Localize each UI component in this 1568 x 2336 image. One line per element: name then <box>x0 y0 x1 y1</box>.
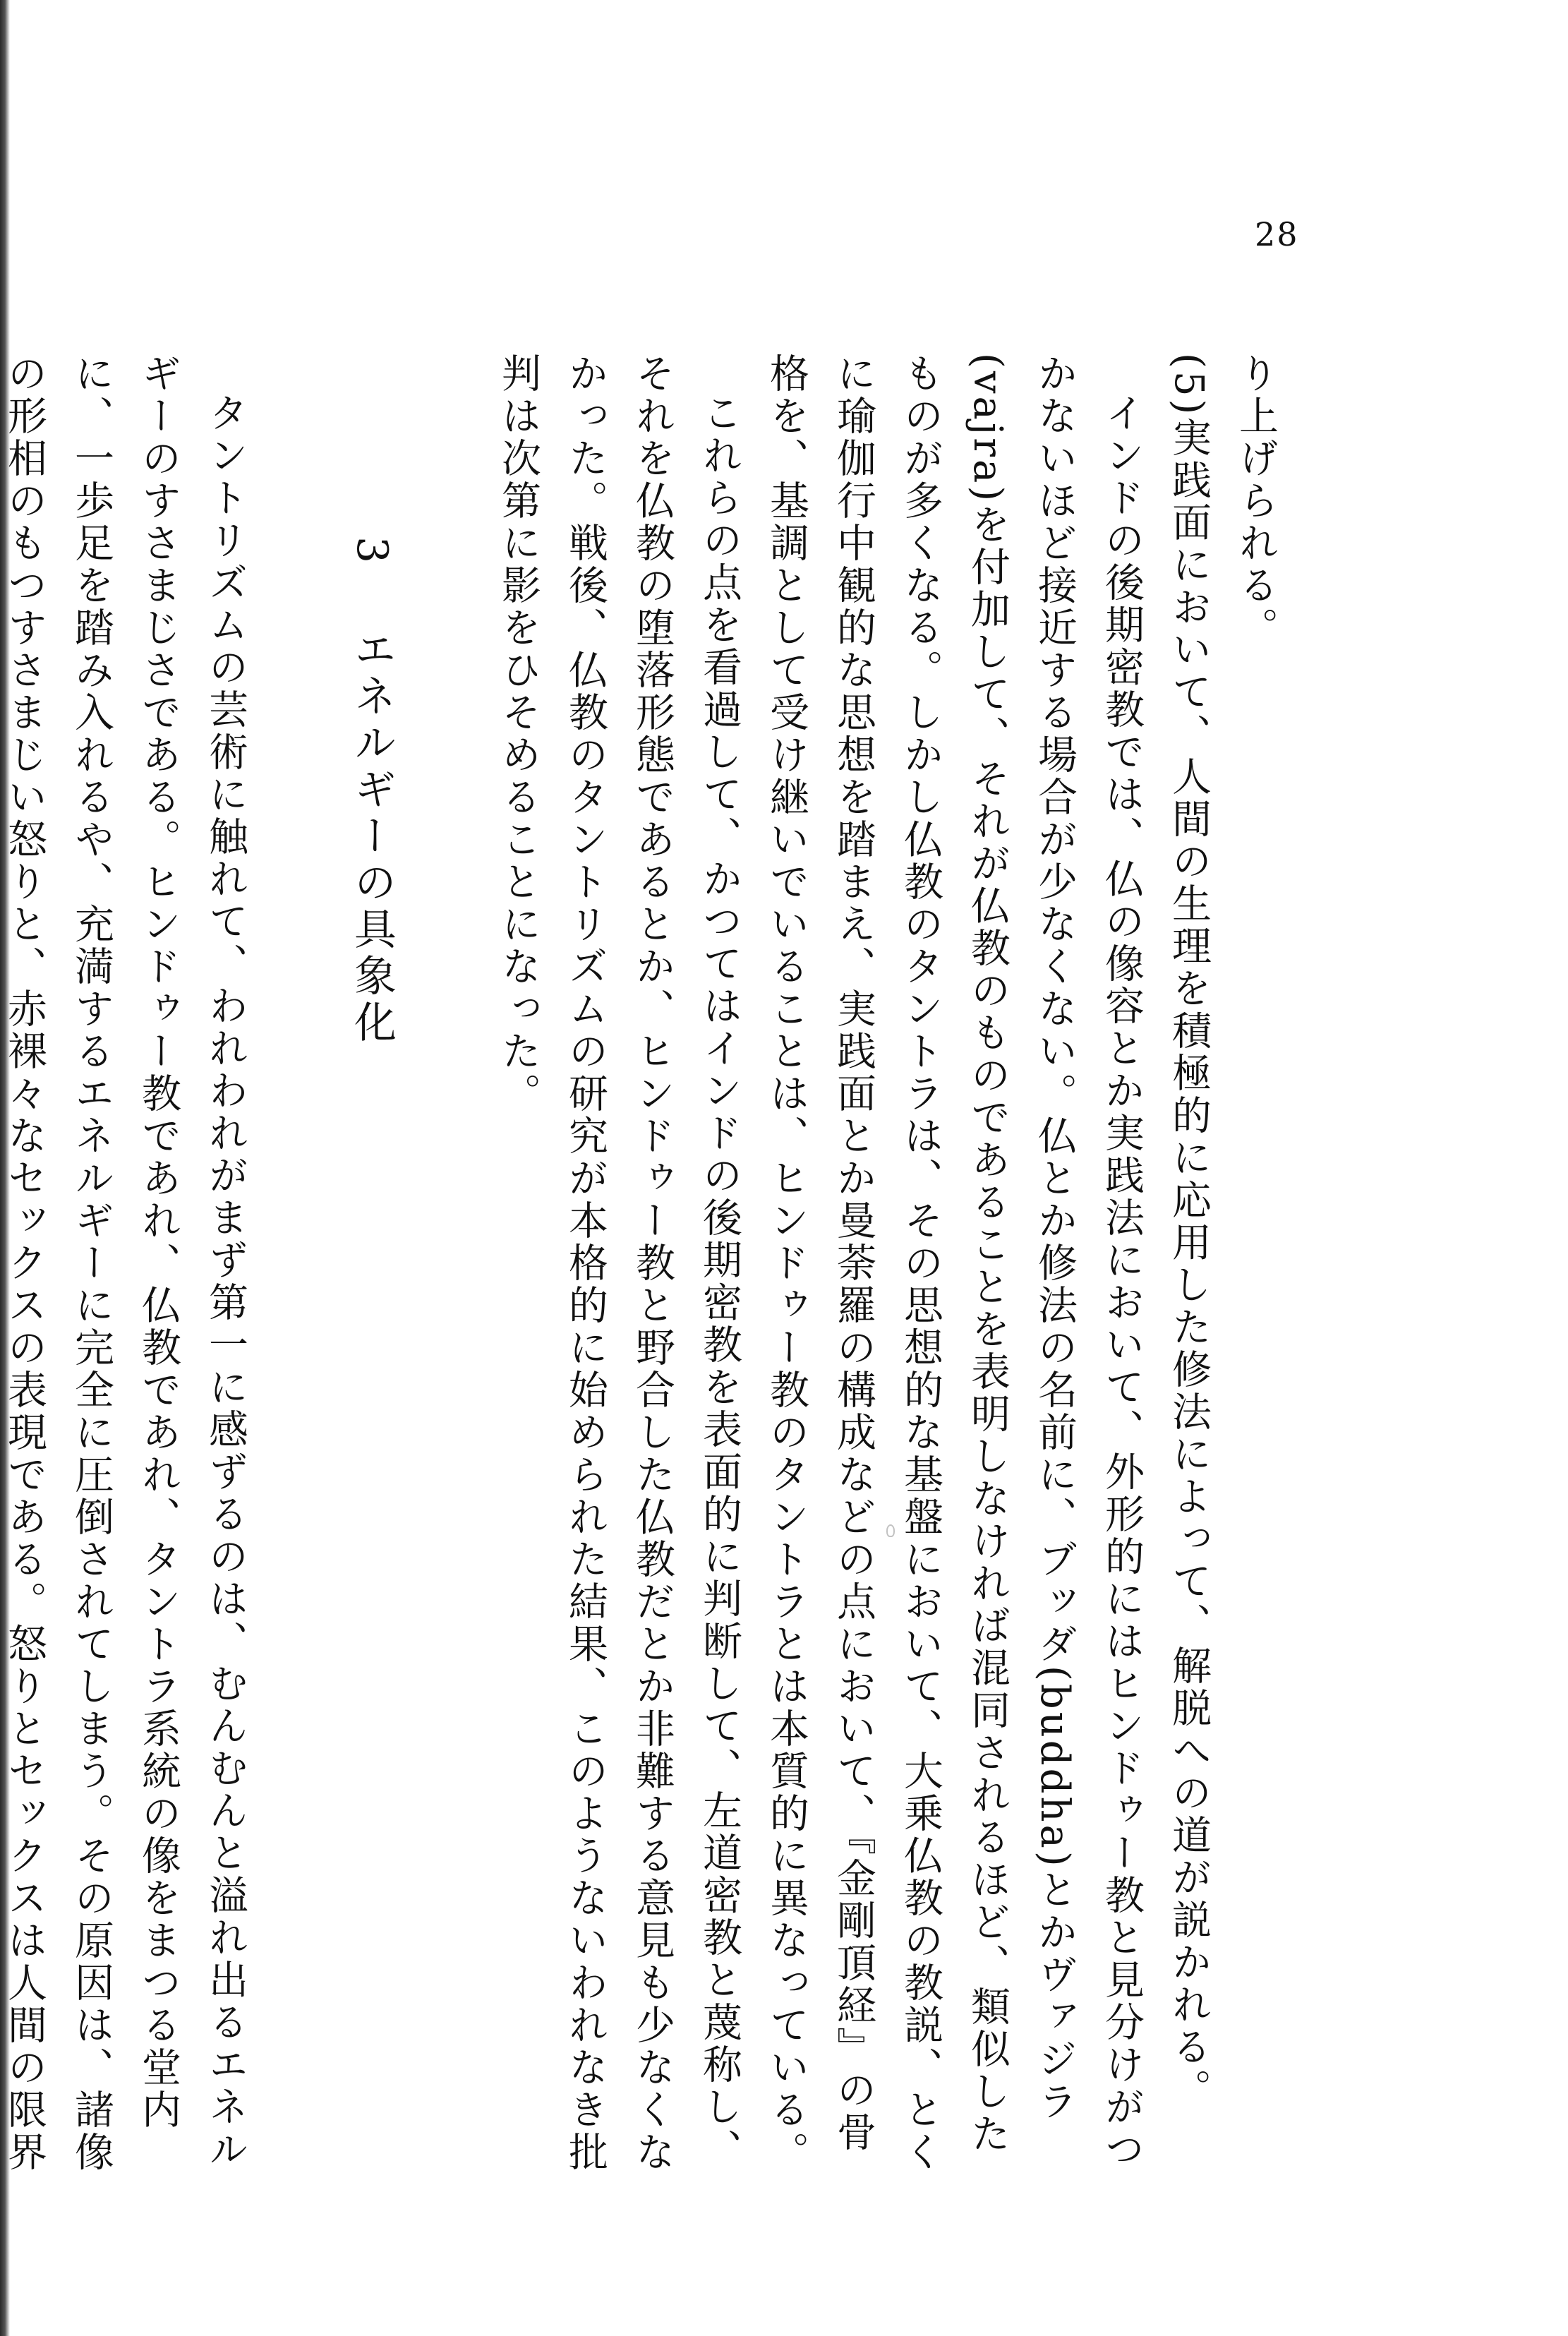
section-heading <box>259 353 485 2195</box>
vertical-text-block <box>0 353 1289 2195</box>
stray-ink-mark <box>886 1524 895 1537</box>
section-title: エネルギーの具象化 <box>347 627 397 1047</box>
paragraph-item-5: (5)実践面において、人間の生理を積極的に応用した修法によって、解脱への道が説かれる。 <box>1166 353 1212 2112</box>
page-number: 28 <box>1255 215 1299 253</box>
paragraph-late-esoteric: インドの後期密教では、仏の像容とか実践法において、外形的にはヒンドゥー教と見分けがつかないほど接近する場合が少なくない。仏とか修法の名前に、ブッダ(buddha)とかヴァジラ(vajra)を付加して、それが仏教のものであることを表明しなければ混同されるほど、類似したものが多くなる。しかし仏教のタントラは、その思想的な基盤において、大乗仏教の教説、とくに瑜伽行中観的な思想を踏まえ、実践面とか曼荼羅の構成などの点において、『金剛頂経』の骨格を、基調として受け継いでいることは、ヒンドゥー教のタントラとは本質的に異なっている。 <box>764 353 1145 2174</box>
paragraph-continuation: り上げられる。 <box>1233 353 1279 649</box>
paragraph-tantric-art: タントリズムの芸術に触れて、われわれがまず第一に感ずるのは、むんむんと溢れ出るエネルギーのすさまじさである。ヒンドゥー教であれ、仏教であれ、タントラ系統の像をまつる堂内に、一歩足を踏み入れるや、充満するエネルギーに完全に圧倒されてしまう。その原因は、諸像の形相のもつすさまじい怒りと、赤裸々なセックスの表現である。怒りとセックスは人間の限界 <box>1 353 248 2174</box>
paragraph-criticism: これらの点を看過して、かつてはインドの後期密教を表面的に判断して、左道密教と蔑称し、それを仏教の堕落形態であるとか、ヒンドゥー教と野合した仏教だとか非難する意見も少なくなかった。戦後、仏教のタントリズムの研究が本格的に始められた結果、このようないわれなき批判は次第に影をひそめることになった。 <box>495 353 742 2174</box>
section-number: 3 <box>347 536 397 568</box>
